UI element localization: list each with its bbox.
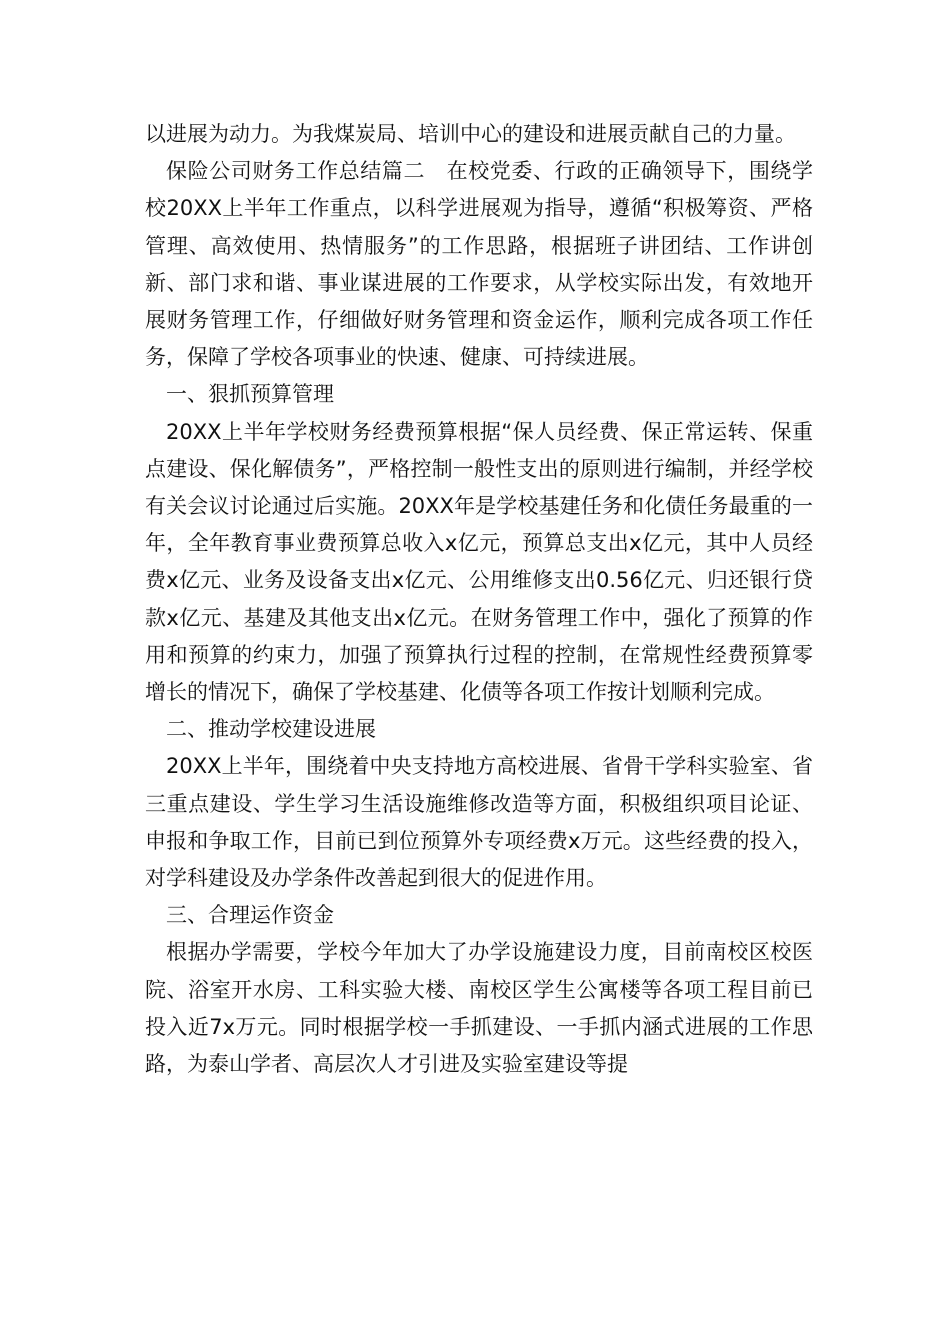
body-paragraph: 以进展为动力。为我煤炭局、培训中心的建设和进展贡献自己的力量。: [145, 122, 796, 146]
body-paragraph: 根据办学需要，学校今年加大了办学设施建设力度，目前南校区校医院、浴室开水房、工科实验大楼、南校区学生公寓楼等各项工程目前已投入近7x万元。同时根据学校一手抓建设、一手抓内涵式进展的工作思路，为泰山学者、高层次人才引进及实验室建设等提: [145, 940, 813, 1077]
document-body: [145, 116, 813, 1083]
section-heading: 一、狠抓预算管理: [166, 382, 334, 407]
section-heading: 二、推动学校建设进展: [166, 717, 376, 742]
body-paragraph: 保险公司财务工作总结篇二 在校党委、行政的正确领导下，围绕学校20XX上半年工作重点，以科学进展观为指导，遵循“积极筹资、严格管理、高效使用、热情服务”的工作思路，根据班子讲团结、工作讲创新、部门求和谐、事业谋进展的工作要求，从学校实际出发，有效地开展财务管理工作，仔细做好财务管理和资金运作，顺利完成各项工作任务，保障了学校各项事业的快速、健康、可持续进展。: [145, 159, 813, 370]
section-heading: 三、合理运作资金: [166, 903, 334, 928]
body-paragraph: 20XX上半年，围绕着中央支持地方高校进展、省骨干学科实验室、省三重点建设、学生学习生活设施维修改造等方面，积极组织项目论证、申报和争取工作，目前已到位预算外专项经费x万元。这些经费的投入，对学科建设及办学条件改善起到很大的促进作用。: [145, 754, 813, 891]
body-paragraph: 20XX上半年学校财务经费预算根据“保人员经费、保正常运转、保重点建设、保化解债务”，严格控制一般性支出的原则进行编制，并经学校有关会议讨论通过后实施。20XX年是学校基建任务和化债任务最重的一年，全年教育事业费预算总收入x亿元，预算总支出x亿元，其中人员经费x亿元、业务及设备支出x亿元、公用维修支出0.56亿元、归还银行贷款x亿元、基建及其他支出x亿元。在财务管理工作中，强化了预算的作用和预算的约束力，加强了预算执行过程的控制，在常规性经费预算零增长的情况下，确保了学校基建、化债等各项工作按计划顺利完成。: [145, 419, 813, 705]
